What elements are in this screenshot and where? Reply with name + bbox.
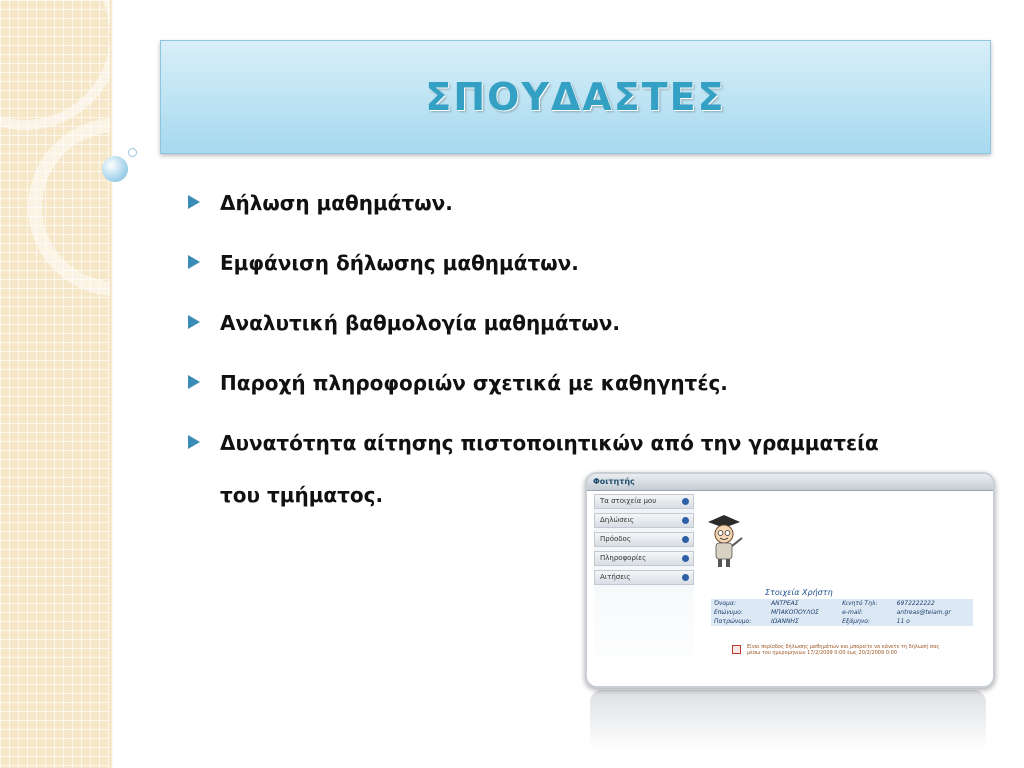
table-row [711, 617, 973, 626]
table-cell: 6972222222 [894, 599, 973, 608]
screenshot-menu-label: Τα στοιχεία μου [600, 497, 657, 505]
screenshot-menu-label: Πληροφορίες [600, 554, 647, 562]
table-cell: 11 ο [894, 617, 973, 626]
screenshot-header: Φοιτητής [587, 474, 993, 491]
bullet-text: Δήλωση μαθημάτων. [220, 191, 453, 215]
bullet-text: Αναλυτική βαθμολογία μαθημάτων. [220, 311, 620, 335]
decorative-bubble-small [128, 148, 137, 157]
table-cell: ΑΝΤΡΕΑΣ [768, 599, 839, 608]
arrow-bullet-icon [188, 255, 200, 269]
table-cell: Επώνυμο: [711, 608, 768, 617]
bullet-dot-icon [682, 498, 689, 505]
bullet-item [188, 246, 978, 280]
embedded-screenshot [585, 472, 995, 688]
screenshot-menu-item [594, 532, 694, 547]
screenshot-menu-item [594, 513, 694, 528]
screenshot-menu-label: Δηλώσεις [600, 516, 634, 524]
bullet-dot-icon [682, 536, 689, 543]
bullet-dot-icon [682, 574, 689, 581]
arrow-bullet-icon [188, 315, 200, 329]
screenshot-menu-item [594, 570, 694, 585]
screenshot-user-table [711, 599, 973, 626]
table-cell: ΙΩΑΝΝΗΣ [768, 617, 839, 626]
screenshot-menu-item [594, 494, 694, 509]
bullet-text-continued: του τμήματος. [220, 483, 384, 507]
table-cell: Κινητό Τηλ: [839, 599, 894, 608]
table-cell: Εξάμηνο: [839, 617, 894, 626]
table-cell: antreas@teiam.gr [894, 608, 973, 617]
decorative-edge [110, 0, 113, 768]
table-cell: e-mail: [839, 608, 894, 617]
screenshot-sidebar [594, 494, 694, 680]
decorative-left-strip [0, 0, 113, 768]
table-cell: Πατρώνυμο: [711, 617, 768, 626]
arrow-bullet-icon [188, 375, 200, 389]
arrow-bullet-icon [188, 435, 200, 449]
table-cell: ΜΠΑΚΟΠΟΥΛΟΣ [768, 608, 839, 617]
screenshot-menu-item [594, 551, 694, 566]
screenshot-menu-label: Πρόοδος [600, 535, 631, 543]
bullet-item [188, 366, 978, 400]
table-row [711, 599, 973, 608]
screenshot-notice: Είναι περίοδος δήλωσης μαθημάτων και μπορείτε να κάνετε τη δήλωσή σας μέσω του ημερομηνιών 17/2/2009 0:00 έως 20/2/2009 0:00 [747, 644, 940, 656]
bullet-text: Εμφάνιση δήλωσης μαθημάτων. [220, 251, 579, 275]
decorative-ring [0, 0, 120, 130]
bullet-item [188, 186, 978, 220]
notice-icon [732, 645, 741, 654]
bullet-text: Παροχή πληροφοριών σχετικά με καθηγητές. [220, 371, 728, 395]
screenshot-menu-label: Αιτήσεις [600, 573, 631, 581]
slide-title: ΣΠΟΥΔΑΣΤΕΣ [425, 75, 726, 119]
student-character-icon [704, 510, 744, 570]
table-row [711, 608, 973, 617]
decorative-bubble [102, 156, 128, 182]
title-banner [160, 40, 991, 154]
bullet-item [188, 306, 978, 340]
screenshot-reflection [590, 690, 986, 750]
table-cell: Όνομα: [711, 599, 768, 608]
bullet-dot-icon [682, 555, 689, 562]
bullet-text: Δυνατότητα αίτησης πιστοποιητικών από την γραμματεία [220, 431, 879, 455]
screenshot-info-title: Στοιχεία Χρήστη [765, 588, 833, 597]
bullet-dot-icon [682, 517, 689, 524]
arrow-bullet-icon [188, 195, 200, 209]
